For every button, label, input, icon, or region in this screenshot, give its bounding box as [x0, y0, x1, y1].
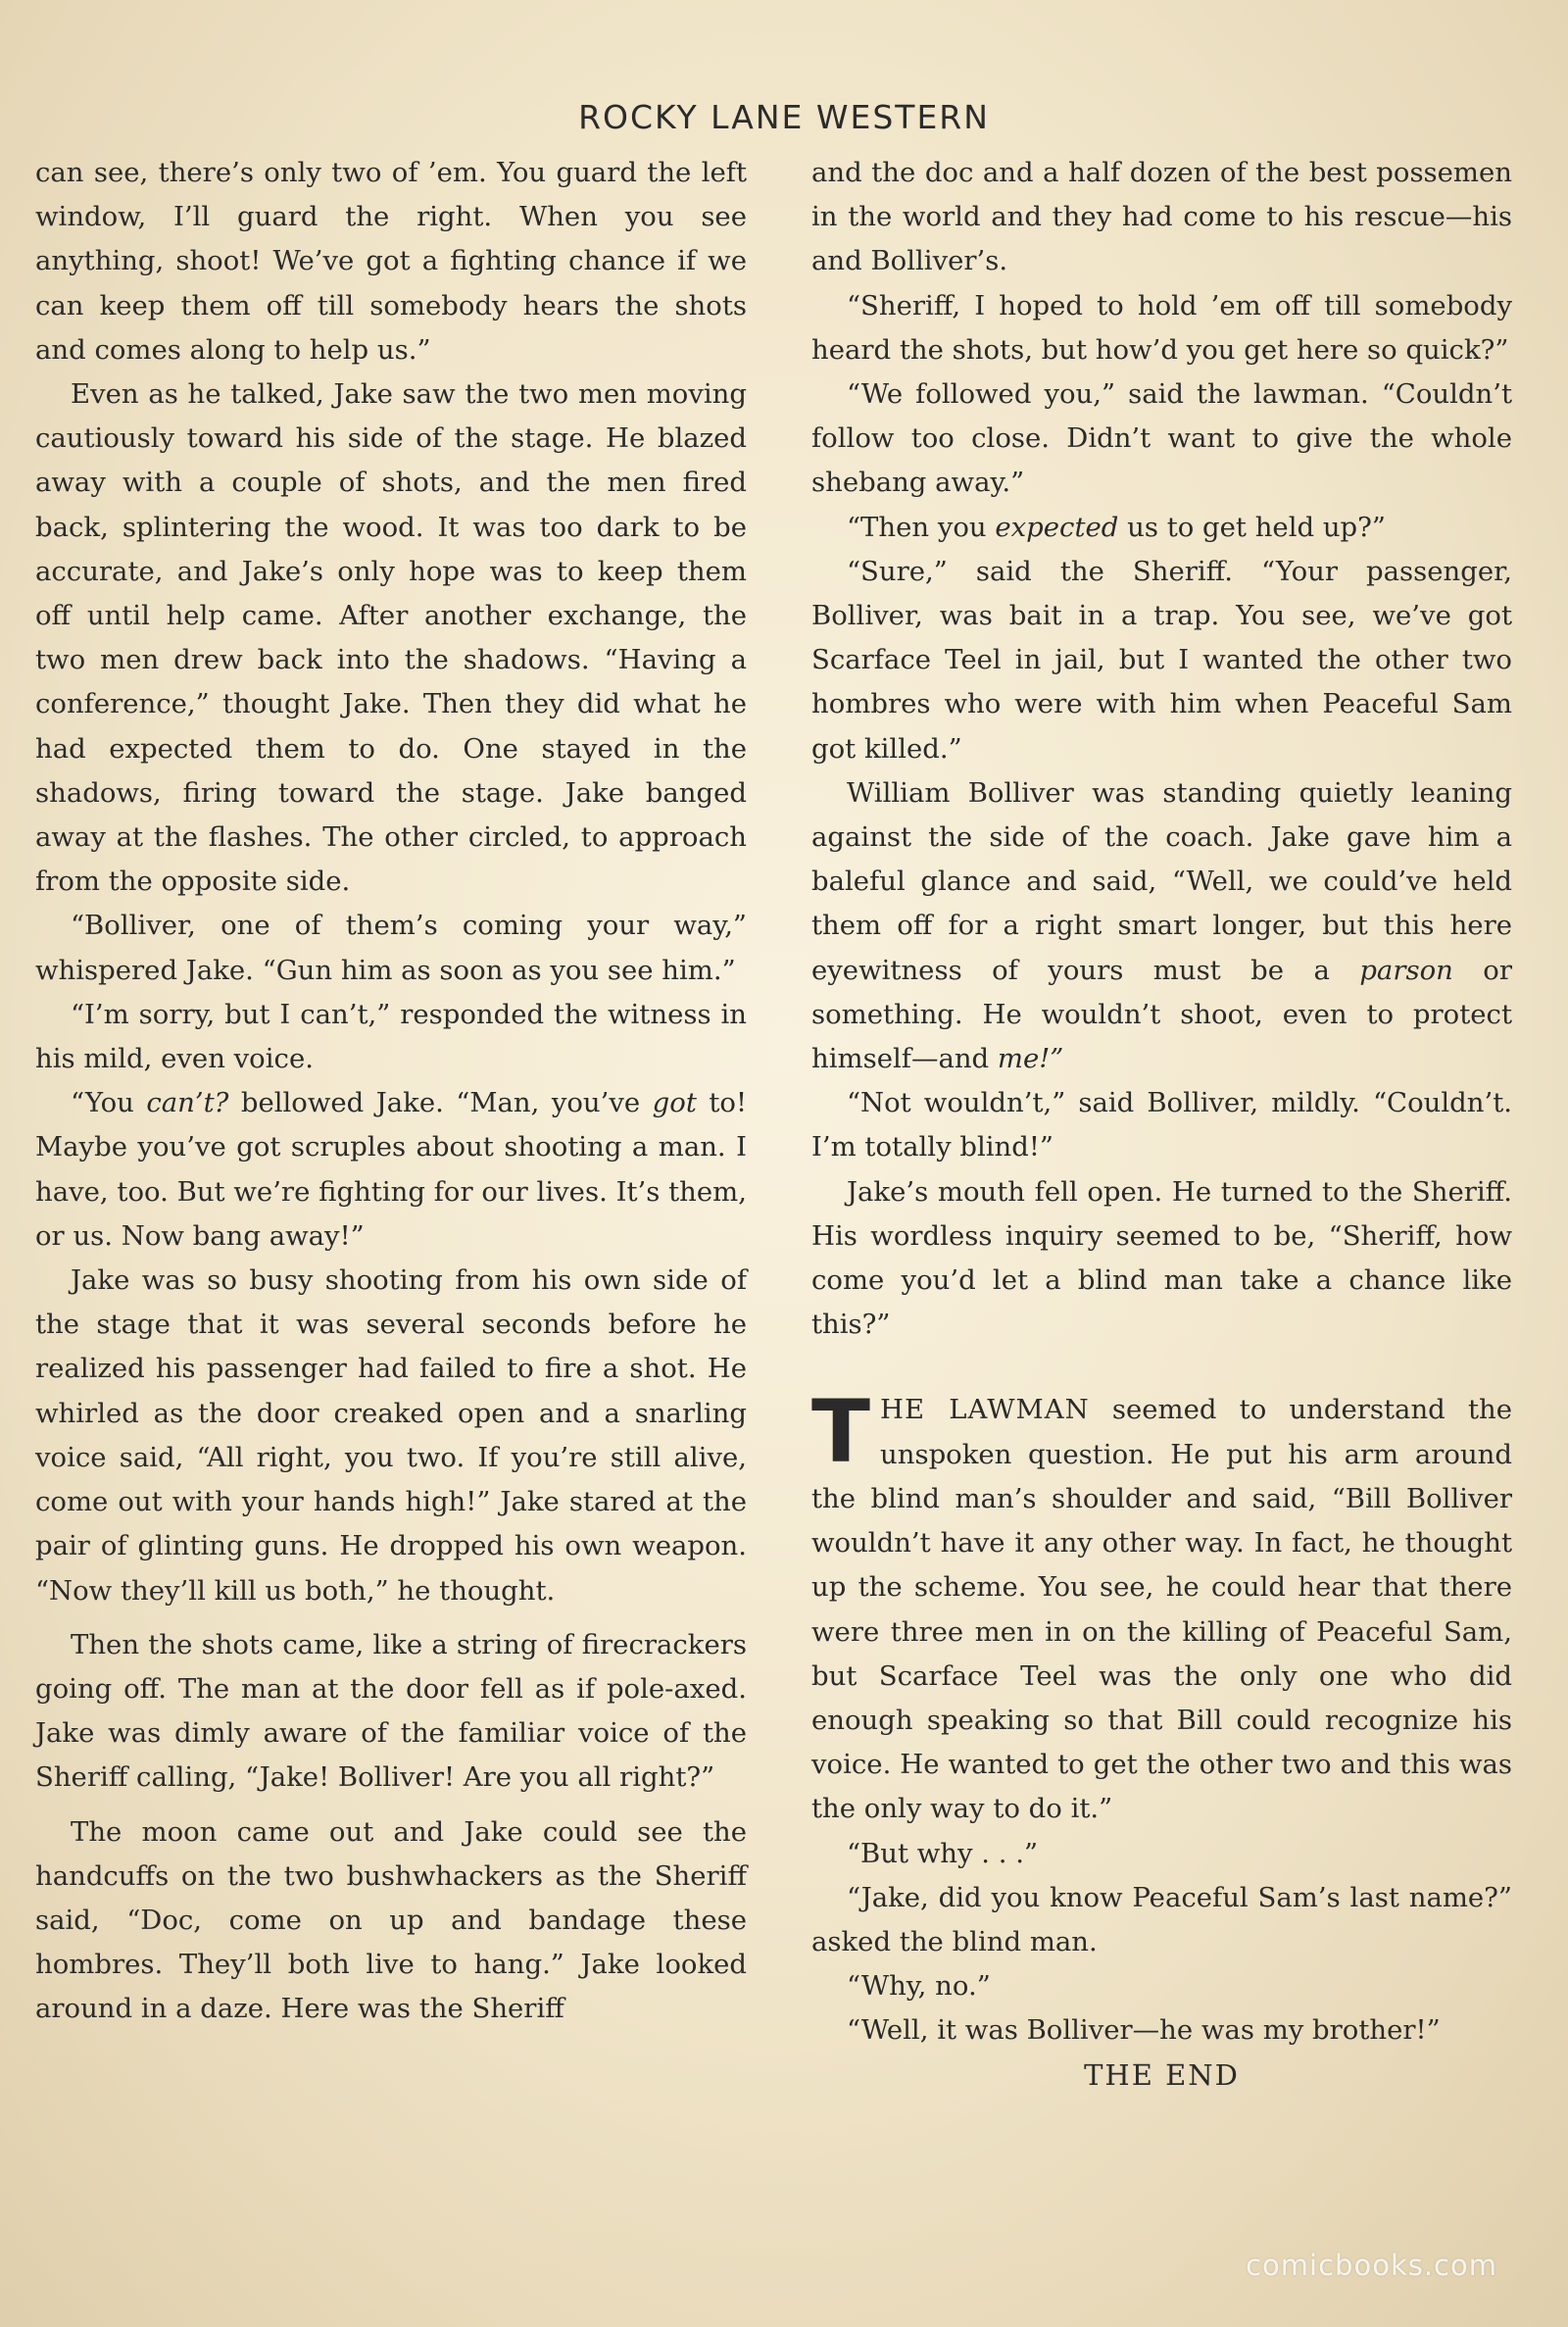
paragraph: “I’m sorry, but I can’t,” responded the witness in his mild, even voice.	[35, 998, 747, 1075]
watermark-logo: comicbooks.com	[1246, 2249, 1497, 2282]
right-text-column	[811, 151, 1512, 2098]
text-run: bellowed Jake. “Man, you’ve	[228, 1087, 653, 1119]
the-end-label: THE END	[1084, 2057, 1240, 2092]
paragraph-with-emphasis	[811, 506, 1512, 550]
text-run: “Then you	[847, 511, 996, 543]
paragraph: Jake was so busy shooting from his own side of the stage that it was several seconds before he realized his passenger had failed to fire a shot. He whirled as the door creaked open and a snarling voice said, “All right, you two. If you’re still alive, come out with your hands high!” Jake stared at the pair of glinting guns. He dropped his own weapon. “Now they’ll kill us both,” he thought.	[35, 1264, 747, 1607]
page-header-title: ROCKY LANE WESTERN	[578, 98, 990, 136]
paragraph: “Not wouldn’t,” said Bolliver, mildly. “Couldn’t. I’m totally blind!”	[811, 1087, 1512, 1164]
paragraph: Then the shots came, like a string of firecrackers going off. The man at the door fell as if pole-axed. Jake was dimly aware of the familiar voice of the Sheriff calling, “Jake! Bolliver! Are you all right?”	[35, 1628, 747, 1794]
paragraph: “Well, it was Bolliver—he was my brother!”	[847, 2014, 1441, 2047]
paragraph: “Sheriff, I hoped to hold ’em off till somebody heard the shots, but how’d you get here so quick?”	[811, 289, 1512, 366]
paragraph: can see, there’s only two of ’em. You guard the left window, I’ll guard the right. When you see anything, shoot! We’ve got a fighting chance if we can keep them off till somebody hears the shots and comes along to help us.”	[35, 157, 747, 366]
emphasis-text: parson	[1359, 954, 1453, 986]
paragraph-with-emphasis	[35, 1081, 747, 1259]
emphasis-text: expected	[995, 511, 1119, 543]
text-run: “You	[71, 1087, 147, 1119]
paragraph: and the doc and a half dozen of the best possemen in the world and they had come to his rescue—his and Bolliver’s.	[811, 157, 1512, 277]
text-run: to! Maybe you’ve got scruples about shooting a man. I have, too. But we’re fighting for our lives. It’s them, or us. Now bang away!”	[35, 1087, 747, 1252]
emphasis-text: me!”	[997, 1043, 1064, 1075]
paragraph: “But why . . .”	[847, 1837, 1039, 1869]
section-opening-paragraph	[811, 1381, 1512, 1831]
paragraph: “Jake, did you know Peaceful Sam’s last name?” asked the blind man.	[811, 1881, 1512, 1957]
text-run: us to get held up?”	[1118, 511, 1386, 543]
emphasis-text: got	[652, 1087, 697, 1119]
paragraph: “Why, no.”	[847, 1970, 991, 2003]
text-run: seemed to understand the unspoken question. He put his arm around the blind man’s shoulder and said, “Bill Bolliver wouldn’t have it any other way. In fact, he thought up the scheme. You see, he could hear that there were three men in on the killing of Peaceful Sam, but Scarface Teel was the only one who did enough speaking so that Bill could recognize his voice. He wanted to get the other two and this was the only way to do it.”	[811, 1394, 1512, 1825]
text-run: or something. He wouldn’t shoot, even to protect himself—and	[811, 954, 1512, 1075]
paragraph-with-emphasis	[811, 771, 1512, 1081]
paragraph: “Bolliver, one of them’s coming your way,” whispered Jake. “Gun him as soon as you see him.”	[35, 910, 747, 986]
paragraph: “Sure,” said the Sheriff. “Your passenger, Bolliver, was bait in a trap. You see, we’ve got Scarface Teel in jail, but I wanted the other two hombres who were with him when Peaceful Sam got killed.”	[811, 555, 1512, 765]
paragraph: Even as he talked, Jake saw the two men moving cautiously toward his side of the stage. He blazed away with a couple of shots, and the men fired back, splintering the wood. It was too dark to be accurate, and Jake’s only hope was to keep them off until help came. After another exchange, the two men drew back into the shadows. “Having a conference,” thought Jake. Then they did what he had expected them to do. One stayed in the shadows, firing toward the stage. Jake banged away at the flashes. The other circled, to approach from the opposite side.	[35, 378, 747, 898]
paragraph: The moon came out and Jake could see the handcuffs on the two bushwhackers as the Sheriff said, “Doc, come on up and bandage these hombres. They’ll both live to hang.” Jake looked around in a daze. Here was the Sheriff	[35, 1815, 747, 2025]
drop-cap-letter: T	[811, 1381, 871, 1483]
paragraph: Jake’s mouth fell open. He turned to the Sheriff. His wordless inquiry seemed to be, “Sheriff, how come you’d let a blind man take a chance like this?”	[811, 1175, 1512, 1341]
emphasis-text: can’t?	[146, 1087, 229, 1119]
paragraph: “We followed you,” said the lawman. “Couldn’t follow too close. Didn’t want to give the whole shebang away.”	[811, 378, 1512, 499]
left-text-column	[35, 151, 747, 2032]
text-run: William Bolliver was standing quietly leaning against the side of the coach. Jake gave him a baleful glance and said, “Well, we could’ve held them off for a right smart longer, but this here eyewitness of yours must be a	[811, 776, 1512, 986]
section-lead-caps: HE LAWMAN	[880, 1394, 1090, 1426]
